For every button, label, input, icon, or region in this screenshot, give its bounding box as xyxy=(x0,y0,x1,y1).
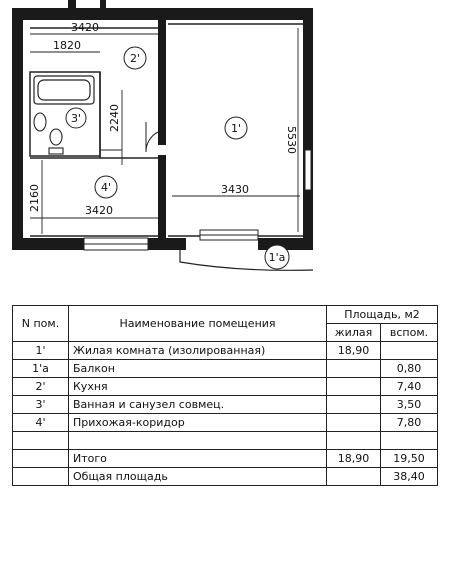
row-auxiliary: 7,40 xyxy=(381,378,438,396)
overall-auxiliary: 38,40 xyxy=(381,468,438,486)
header-name: Наименование помещения xyxy=(69,306,327,342)
row-number: 4' xyxy=(13,414,69,432)
total-row xyxy=(13,450,438,468)
row-auxiliary: 3,50 xyxy=(381,396,438,414)
empty-row xyxy=(13,432,438,450)
row-living: 18,90 xyxy=(327,342,381,360)
row-auxiliary: 0,80 xyxy=(381,360,438,378)
dim-room-width: 3430 xyxy=(221,183,249,196)
total-label: Итого xyxy=(69,450,327,468)
total-living: 18,90 xyxy=(327,450,381,468)
row-name: Жилая комната (изолированная) xyxy=(69,342,327,360)
table-row xyxy=(13,414,438,432)
header-row-1 xyxy=(13,306,438,324)
row-name: Балкон xyxy=(69,360,327,378)
header-number: N пом. xyxy=(13,306,69,342)
header-auxiliary: вспом. xyxy=(381,324,438,342)
row-number: 1' xyxy=(13,342,69,360)
row-auxiliary xyxy=(381,342,438,360)
table-row xyxy=(13,360,438,378)
row-living xyxy=(327,396,381,414)
marker-bath: 3' xyxy=(70,112,82,125)
bathtub xyxy=(34,76,94,104)
row-number: 3' xyxy=(13,396,69,414)
marker-kitchen: 2' xyxy=(129,52,141,65)
windows xyxy=(84,150,311,250)
dim-bath-depth: 2240 xyxy=(108,104,121,132)
row-name: Прихожая-коридор xyxy=(69,414,327,432)
table-row xyxy=(13,378,438,396)
overall-label: Общая площадь xyxy=(69,468,327,486)
dim-bath-width: 1820 xyxy=(53,39,81,52)
header-living: жилая xyxy=(327,324,381,342)
walls xyxy=(12,0,313,250)
area-table xyxy=(12,305,438,486)
dim-hall-width: 3420 xyxy=(85,204,113,217)
table-row xyxy=(13,396,438,414)
row-auxiliary: 7,80 xyxy=(381,414,438,432)
dim-kitchen-width: 3420 xyxy=(71,21,99,34)
row-number: 2' xyxy=(13,378,69,396)
row-living xyxy=(327,378,381,396)
sanitary xyxy=(34,113,63,154)
area-table-wrap xyxy=(12,305,437,486)
marker-balcony: 1'a xyxy=(268,251,286,264)
dim-hall-depth: 2160 xyxy=(28,184,41,212)
row-number: 1'a xyxy=(13,360,69,378)
row-name: Ванная и санузел совмец. xyxy=(69,396,327,414)
row-living xyxy=(327,360,381,378)
dim-room-depth: 5530 xyxy=(285,126,298,154)
marker-living: 1' xyxy=(230,122,242,135)
row-living xyxy=(327,414,381,432)
total-auxiliary: 19,50 xyxy=(381,450,438,468)
header-area: Площадь, м2 xyxy=(327,306,438,324)
balcony-outline xyxy=(180,250,313,270)
overall-row xyxy=(13,468,438,486)
row-name: Кухня xyxy=(69,378,327,396)
partitions xyxy=(30,24,303,236)
marker-hall: 4' xyxy=(100,181,112,194)
table-row xyxy=(13,342,438,360)
